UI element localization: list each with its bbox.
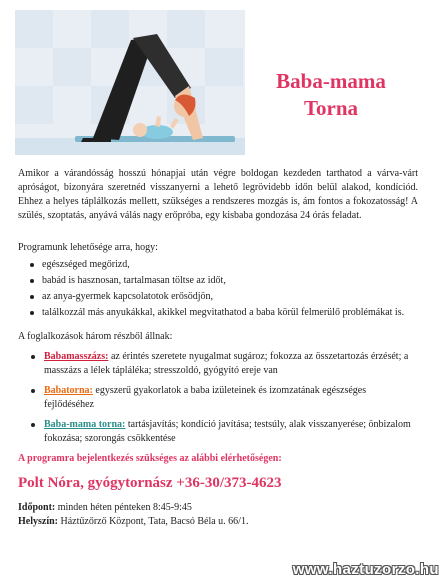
intro-paragraph: Amikor a várandósság hosszú hónapjai után végre boldogan kezdeden tarthatod a várva-várt apróságot, bizonyára szeretnéd visszanyerni a lehető legrövidebb időn belül alakod, kondíciód. Ehhez a helyes táplálkozás mellett, szükséges a rendszeres mozgás is, ám fontos a fokozatosság! A szülés, szoptatás, anyává válás nagy erőpróba, egy kisbaba gondozása 24 órás feladat. [18,168,418,221]
class-description: az érintés szeretete nyugalmat sugároz; fokozza az összetartozás érzését; a masszázs a lélek tápláléka; stresszoldó, gyógyító ereje van [44,351,409,376]
class-item-baba-mama-torna [18,418,418,446]
class-item-babatorna [18,384,418,412]
contact-line: Polt Nóra, gyógytornász +36-30/373-4623 [18,475,282,491]
place-value: Háztűzőrző Központ, Tata, Bacsó Béla u. 66/1. [58,516,249,527]
hero-banner [15,10,429,155]
class-label: Baba-mama torna: [44,419,126,430]
yoga-illustration [15,10,245,155]
list-item: egészséged megőrizd, [18,258,418,272]
title-line-2: Torna [303,96,359,120]
time-value: minden héten pénteken 8:45-9:45 [55,502,192,513]
classes-heading: A foglalkozások három részből állnak: [18,331,173,342]
class-description: egyszerű gyakorlatok a baba izületeinek és izomzatának egészséges fejlődéséhez [44,385,367,410]
goals-heading: Programunk lehetősége arra, hogy: [18,242,158,253]
class-label: Babamasszázs: [44,351,109,362]
signup-note: A programra bejelentkezés szükséges az alábbi elérhetőségen: [18,453,282,464]
list-item: az anya-gyermek kapcsolatotok erősödjön, [18,290,418,304]
goals-list [18,258,418,320]
list-item: babád is hasznosan, tartalmasan töltse az időt, [18,274,418,288]
place-label: Helyszín: [18,516,58,527]
place-row [18,515,418,529]
classes-list [18,350,418,446]
class-label: Babatorna: [44,385,93,396]
time-row [18,501,418,515]
flyer-body [18,167,418,529]
class-description: tartásjavítás; kondíció javítása; testsúly, alak visszanyerése; önbizalom fokozása; szorongás csökkentése [44,419,411,444]
time-label: Időpont: [18,502,56,513]
event-info [18,501,418,529]
title-line-1: Baba-mama [276,69,386,93]
list-item: találkozzál más anyukákkal, akikkel megvitathatod a baba körül felmerülő problémákat is. [18,306,418,320]
class-item-babamasszazs [18,350,418,378]
website-watermark: www.haztuzorzo.hu [292,561,439,578]
page-title [251,68,411,122]
